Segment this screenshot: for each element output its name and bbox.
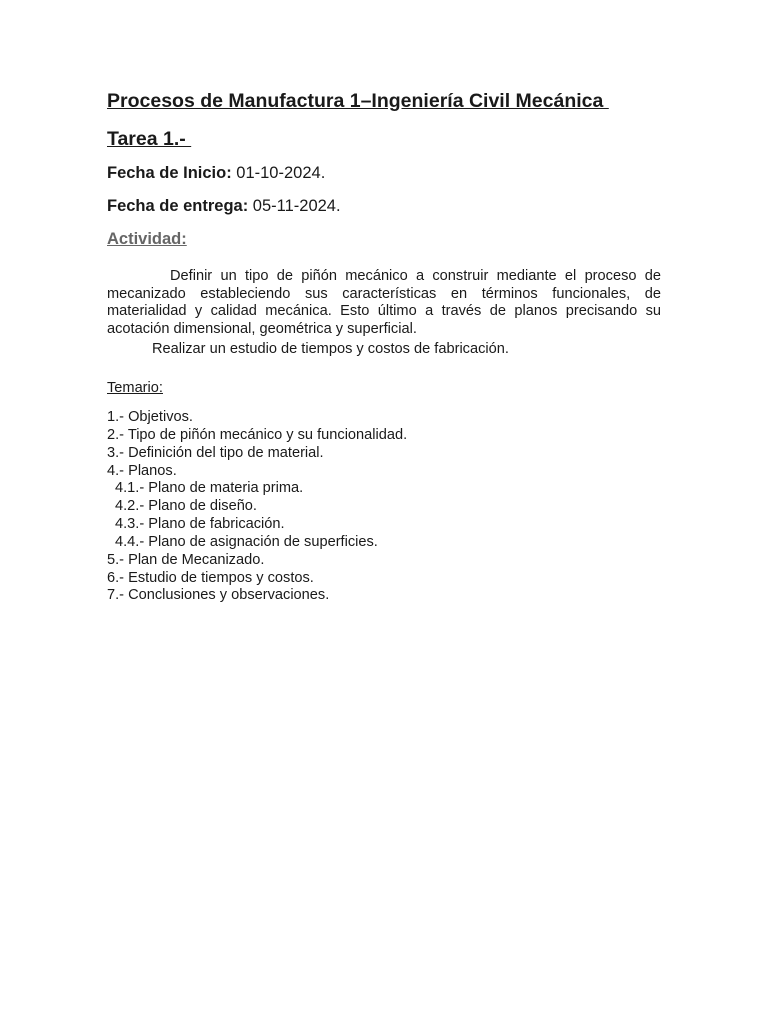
- start-date-label: Fecha de Inicio:: [107, 164, 232, 182]
- list-item: 4.- Planos.: [107, 462, 177, 479]
- list-item: 6.- Estudio de tiempos y costos.: [107, 569, 314, 586]
- list-item: 5.- Plan de Mecanizado.: [107, 551, 265, 568]
- assignment-title: Tarea 1.-: [107, 128, 192, 150]
- list-item: 1.- Objetivos.: [107, 409, 193, 425]
- list-item: 4.2.- Plano de diseño.: [115, 498, 257, 515]
- due-date-line: [107, 197, 341, 216]
- due-date-label: Fecha de entrega:: [107, 197, 249, 215]
- activity-heading: Actividad:: [107, 230, 187, 248]
- list-item: 7.- Conclusiones y observaciones.: [107, 587, 330, 604]
- list-item: 4.4.- Plano de asignación de superficies.: [115, 533, 378, 550]
- list-item: 4.3.- Plano de fabricación.: [115, 516, 285, 533]
- due-date-value: 05-11-2024.: [248, 197, 341, 215]
- document-title: Procesos de Manufactura 1–Ingeniería Civil Mecánica: [107, 90, 609, 112]
- list-item: 4.1.- Plano de materia prima.: [115, 480, 304, 497]
- start-date-line: [107, 164, 325, 183]
- start-date-value: 01-10-2024.: [231, 164, 326, 182]
- list-item: 3.- Definición del tipo de material.: [107, 444, 324, 461]
- list-item: 2.- Tipo de piñón mecánico y su funcionalidad.: [107, 426, 408, 443]
- activity-paragraph: Definir un tipo de piñón mecánico a construir mediante el proceso de mecanizado estableciendo sus características en términos funcionales, de materialidad y calidad mecánica. Esto último a través de planos precisando su acotación dimensional, geométrica y superficial.: [107, 268, 661, 338]
- temario-heading: Temario:: [107, 380, 163, 396]
- activity-paragraph-2: Realizar un estudio de tiempos y costos de fabricación.: [152, 341, 509, 357]
- temario-list: [107, 409, 407, 605]
